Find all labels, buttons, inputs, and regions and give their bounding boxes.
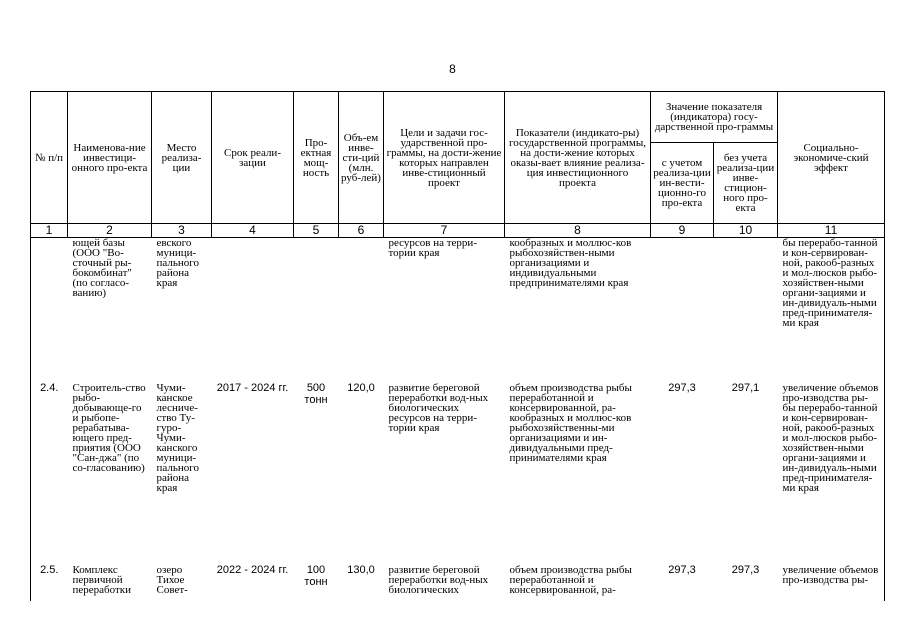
cell-term — [212, 238, 294, 382]
cell-indicators: объем производства рыбы переработанной и консервированной, ра-кообразных и моллюс-ков рыбохозяйственны-ми организациями и ин-дивидуальными пред-принимателями края — [509, 382, 632, 464]
column-number: 3 — [152, 224, 212, 238]
cell-name: Комплекс первичной переработки — [72, 564, 132, 596]
cell-effect: бы перерабо-танной и кон-сервирован-ной, ракооб-разных и мол-люсков рыбо-хозяйствен-ными органи-зациями и ин-дивидуаль-ными пред-принимателя-ми края — [778, 238, 885, 382]
cell-investment — [339, 238, 384, 382]
cell-place: озеро Тихое Совет- — [156, 564, 188, 596]
cell-place: Чуми-канское лесниче-ство Ту-гуро-Чуми-канского муници-пального района края — [156, 382, 199, 494]
column-number: 5 — [294, 224, 339, 238]
column-number: 7 — [384, 224, 505, 238]
cell-num: 2.4. — [31, 381, 68, 563]
table-row — [31, 238, 885, 382]
cell-without-project: 297,3 — [731, 564, 760, 576]
column-number: 1 — [31, 224, 68, 238]
cell-investment: 130,0 — [347, 564, 375, 576]
header-col-effect: Социально-экономиче-ский эффект — [778, 92, 885, 224]
header-col-investment: Объ-ем инве-сти-ций (млн. руб-лей) — [339, 92, 384, 224]
cell-investment: 120,0 — [347, 382, 375, 394]
column-number: 11 — [778, 224, 885, 238]
column-number: 6 — [339, 224, 384, 238]
cell-num — [31, 238, 68, 382]
cell-goals: ресурсов на терри-тории края — [388, 237, 477, 259]
table-row — [31, 563, 885, 601]
cell-with-project — [651, 238, 714, 382]
investment-projects-table — [30, 91, 885, 601]
column-number: 9 — [651, 224, 714, 238]
table-row — [31, 381, 885, 563]
column-number: 10 — [714, 224, 778, 238]
table-header — [31, 92, 885, 238]
cell-effect: увеличение объемов про-изводства ры- — [778, 563, 885, 601]
cell-name: ющей базы (ООО "Во-сточный ры-бокомбинат" (по согласо-ванию) — [72, 237, 132, 299]
cell-goals: развитие береговой переработки вод-ных биологических ресурсов на терри-тории края — [388, 382, 489, 434]
header-col-term: Срок реали-зации — [212, 92, 294, 224]
page-number: 8 — [449, 62, 456, 76]
column-numbers-row — [31, 224, 885, 238]
cell-num: 2.5. — [31, 563, 68, 601]
header-col-place: Место реализа-ции — [152, 92, 212, 224]
cell-capacity: 100 тонн — [304, 564, 328, 588]
cell-place: евского муници-пального района края — [156, 237, 199, 289]
cell-term: 2017 - 2024 гг. — [216, 382, 289, 394]
cell-goals: развитие береговой переработки вод-ных биологических — [388, 564, 489, 596]
column-number: 8 — [505, 224, 651, 238]
cell-indicators: объем производства рыбы переработанной и консервированной, ра- — [509, 564, 632, 596]
cell-effect: увеличение объемов про-изводства ры-бы перерабо-танной и кон-сервирован-ной, ракооб-разных и мол-люсков рыбо-хозяйствен-ными органи-зациями и ин-дивидуаль-ными пред-принимателя-ми края — [778, 381, 885, 563]
cell-without-project — [714, 238, 778, 382]
header-col-indicator-value: Значение показателя (индикатора) госу-дарственной про-граммы — [651, 92, 778, 143]
header-col-with-project: с учетом реализа-ции ин-вести-ционно-го про-екта — [651, 143, 714, 224]
header-col-indicators: Показатели (индикато-ры) государственной программы, на дости-жение которых оказы-вает влияние реализа-ция инвестиционного проекта — [505, 92, 651, 224]
cell-with-project: 297,3 — [668, 382, 696, 394]
header-col-goals: Цели и задачи гос-ударственной про-граммы, на дости-жение которых направлен инве-стиционный проект — [384, 92, 505, 224]
column-number: 4 — [212, 224, 294, 238]
cell-with-project: 297,3 — [668, 564, 696, 576]
header-col-num: № п/п — [31, 92, 68, 224]
header-col-capacity: Про-ектная мощ-ность — [294, 92, 339, 224]
column-number: 2 — [68, 224, 152, 238]
cell-capacity: 500 тонн — [304, 382, 328, 406]
cell-name: Строитель-ство рыбо-добывающе-го и рыбопе-рерабатыва-ющего пред-приятия (ООО "Сан-джа" (по со-гласованию) — [72, 382, 146, 474]
header-col-without-project: без учета реализа-ции инве-стицион-ного про-екта — [714, 143, 778, 224]
cell-indicators: кообразных и моллюс-ков рыбохозяйствен-ными организациями и индивидуальными предпринимателями края — [509, 237, 632, 289]
header-col-name: Наименова-ние инвестици-онного про-екта — [68, 92, 152, 224]
cell-term: 2022 - 2024 гг. — [216, 564, 289, 576]
cell-capacity — [294, 238, 339, 382]
cell-without-project: 297,1 — [731, 382, 760, 394]
